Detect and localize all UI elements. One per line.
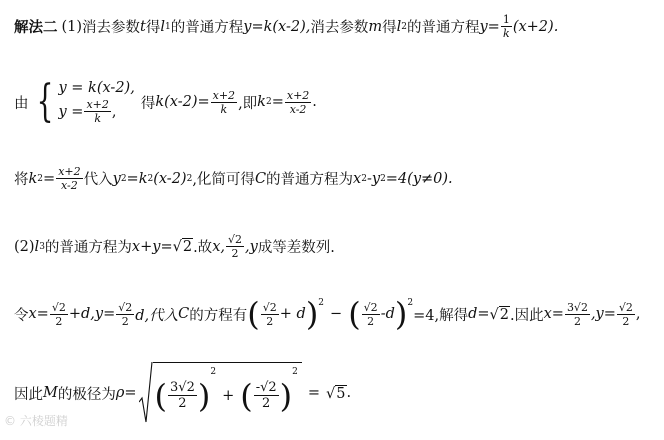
text: 将 bbox=[14, 172, 29, 188]
var-k: k bbox=[28, 170, 38, 187]
text: ,y= bbox=[590, 306, 616, 322]
text: . bbox=[346, 385, 352, 401]
text: y = bbox=[58, 103, 84, 120]
fraction bbox=[362, 302, 380, 327]
text: x, bbox=[212, 238, 225, 255]
sup: 2 bbox=[265, 97, 272, 107]
method-title: 解法二 bbox=[14, 20, 58, 36]
sup: 2 bbox=[120, 173, 127, 184]
text: 的普通方程 bbox=[406, 20, 480, 36]
denominator: k bbox=[502, 27, 510, 40]
text: 的方程有 bbox=[189, 307, 248, 324]
text: ,化简可得 bbox=[192, 172, 255, 188]
text: ρ= bbox=[115, 385, 137, 401]
var-y: y bbox=[112, 170, 121, 187]
equation: k(x-2)= bbox=[155, 94, 210, 110]
system-row-1: y = k(x-2), bbox=[58, 80, 135, 96]
text: 得 bbox=[145, 20, 161, 36]
sup: 2 bbox=[318, 298, 325, 308]
denominator: 2 bbox=[573, 314, 581, 328]
text: = bbox=[271, 94, 284, 110]
sub: 3 bbox=[39, 241, 45, 252]
numerator: √2 bbox=[227, 233, 242, 246]
text: − bbox=[330, 306, 343, 322]
numerator: x+2 bbox=[86, 98, 109, 111]
text: x= bbox=[28, 306, 49, 322]
text: + d bbox=[279, 306, 306, 322]
text: +d,y= bbox=[68, 306, 116, 322]
sup: 2 bbox=[186, 173, 193, 184]
denominator: 2 bbox=[622, 314, 630, 328]
fraction bbox=[84, 99, 110, 124]
text: .因此 bbox=[510, 307, 544, 324]
numerator: 3√2 bbox=[170, 380, 195, 395]
fraction bbox=[617, 302, 635, 327]
text: 的普通方程为 bbox=[266, 172, 354, 188]
numerator: 1 bbox=[502, 13, 510, 26]
denominator: k bbox=[94, 112, 101, 125]
text: 令 bbox=[14, 307, 29, 324]
numerator: 3√2 bbox=[566, 300, 588, 314]
paren-close: ) bbox=[305, 295, 319, 333]
denominator: k bbox=[220, 102, 228, 116]
sup: 2 bbox=[210, 367, 217, 377]
line-2 bbox=[14, 76, 317, 127]
part1-label: (1) bbox=[61, 18, 83, 35]
text: 消去参数 bbox=[82, 20, 141, 36]
paren-close: ) bbox=[197, 376, 211, 415]
denominator: 2 bbox=[231, 247, 239, 260]
fraction bbox=[56, 166, 82, 191]
fraction bbox=[168, 381, 197, 410]
fraction bbox=[226, 234, 244, 259]
paren-close: ) bbox=[279, 376, 293, 415]
text: + bbox=[222, 387, 235, 404]
text: 的极径为 bbox=[57, 386, 116, 403]
fraction bbox=[50, 302, 68, 327]
text: ,y bbox=[245, 238, 258, 255]
equation-tail: (x+2). bbox=[512, 18, 559, 35]
paren-open: ( bbox=[348, 295, 361, 333]
text: 由 bbox=[14, 95, 29, 112]
text: d= bbox=[468, 306, 490, 322]
denominator: x-2 bbox=[289, 102, 307, 116]
text: -d bbox=[380, 306, 395, 322]
var-l: l bbox=[160, 18, 166, 35]
sup: 2 bbox=[407, 298, 414, 308]
numerator: √2 bbox=[51, 300, 66, 314]
denominator: 2 bbox=[178, 396, 187, 411]
var-l: l bbox=[34, 238, 40, 255]
paren-open: ( bbox=[240, 376, 253, 415]
text: =k bbox=[126, 170, 148, 187]
text: -y bbox=[366, 170, 381, 187]
text: , bbox=[635, 306, 641, 322]
denominator: 2 bbox=[266, 314, 274, 328]
sup: 2 bbox=[380, 173, 386, 184]
equation: x+y= bbox=[131, 238, 173, 255]
numerator: √2 bbox=[363, 300, 378, 314]
numerator: √2 bbox=[262, 300, 277, 314]
sqrt: √ 2 bbox=[172, 239, 193, 255]
text: . bbox=[312, 94, 317, 110]
text: 的普通方程 bbox=[170, 20, 244, 36]
numerator: √2 bbox=[118, 300, 133, 314]
denominator: 2 bbox=[262, 396, 271, 411]
text: .故 bbox=[193, 240, 213, 256]
var-m: m bbox=[368, 18, 383, 35]
numerator: x+2 bbox=[212, 88, 236, 102]
fraction bbox=[116, 302, 134, 327]
equation-system bbox=[31, 76, 135, 127]
numerator: √2 bbox=[618, 300, 633, 314]
line-1 bbox=[14, 14, 558, 39]
fraction bbox=[501, 14, 512, 39]
brace-icon: { bbox=[36, 76, 53, 127]
paren-open: ( bbox=[247, 295, 260, 333]
denominator: 2 bbox=[367, 314, 375, 328]
line-4 bbox=[14, 234, 335, 259]
text: 成等差数列. bbox=[257, 240, 335, 256]
numerator: x+2 bbox=[58, 165, 81, 178]
sub: 2 bbox=[401, 21, 407, 32]
sup: 2 bbox=[292, 367, 298, 377]
var-M: M bbox=[43, 385, 58, 401]
text: 的普通方程为 bbox=[44, 240, 132, 256]
denominator: x-2 bbox=[61, 179, 78, 192]
sqrt: √ 5 bbox=[326, 385, 346, 402]
var-l: l bbox=[396, 18, 402, 35]
fraction bbox=[285, 90, 311, 115]
var-x: x bbox=[353, 170, 362, 187]
denominator: 2 bbox=[121, 314, 129, 328]
radicand bbox=[153, 362, 302, 424]
var-C: C bbox=[254, 170, 267, 187]
text: d,代入 bbox=[135, 307, 179, 324]
text: x= bbox=[543, 306, 564, 322]
text: 得 bbox=[382, 20, 397, 36]
text: = bbox=[43, 170, 56, 187]
numerator: x+2 bbox=[286, 88, 310, 102]
sup: 2 bbox=[147, 173, 154, 184]
text: =4,解得 bbox=[413, 307, 469, 324]
text: 得 bbox=[140, 95, 156, 112]
line-3 bbox=[14, 166, 453, 191]
var-t: t bbox=[140, 18, 146, 35]
radicand: 5 bbox=[336, 385, 346, 402]
text: 消去参数 bbox=[310, 20, 369, 36]
sub: 1 bbox=[165, 21, 171, 32]
system-row-2 bbox=[59, 99, 135, 124]
equation-l1: y=k(x-2), bbox=[243, 18, 311, 35]
sqrt: √ 2 bbox=[489, 306, 509, 323]
equation-l2: y= bbox=[479, 18, 500, 35]
text: 因此 bbox=[14, 386, 43, 403]
radical-icon bbox=[139, 362, 153, 424]
fraction bbox=[261, 302, 279, 327]
fraction bbox=[211, 90, 237, 115]
paren-open: ( bbox=[154, 376, 168, 415]
var-C: C bbox=[178, 306, 190, 322]
numerator: -√2 bbox=[255, 380, 277, 395]
line-5 bbox=[14, 295, 641, 333]
sup: 2 bbox=[37, 173, 44, 184]
var-k: k bbox=[257, 94, 266, 110]
radicand: 2 bbox=[182, 239, 193, 255]
text: (x-2) bbox=[153, 170, 187, 187]
part2-label: (2) bbox=[14, 238, 35, 255]
denominator: 2 bbox=[55, 314, 63, 328]
sup: 2 bbox=[361, 173, 367, 184]
fraction bbox=[565, 302, 590, 327]
sqrt bbox=[139, 362, 302, 424]
paren-close: ) bbox=[394, 295, 408, 333]
text: =4(y≠0). bbox=[385, 170, 453, 187]
radicand: 2 bbox=[499, 306, 509, 323]
text: , bbox=[111, 103, 117, 120]
text: 代入 bbox=[83, 172, 113, 188]
watermark: © 六棱题精 bbox=[4, 414, 68, 428]
fraction bbox=[254, 381, 279, 410]
text: ,即 bbox=[238, 95, 258, 112]
text: = bbox=[307, 385, 321, 401]
